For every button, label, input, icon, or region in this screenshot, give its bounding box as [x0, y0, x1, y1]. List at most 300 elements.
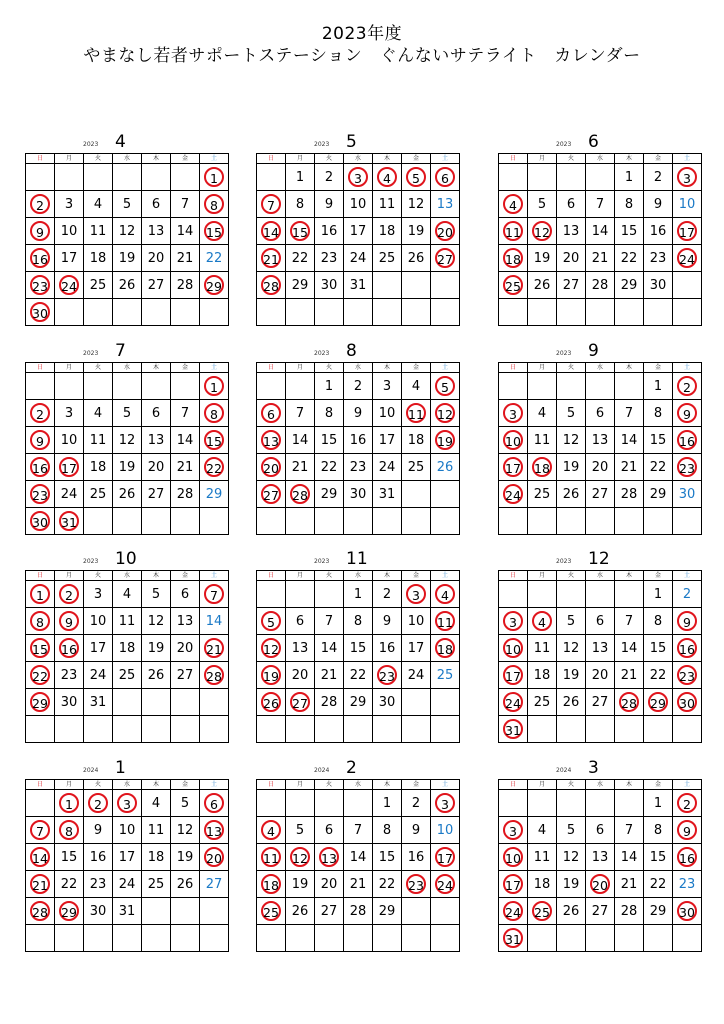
- weekday-header: 日: [26, 571, 55, 581]
- day-number: 22: [60, 876, 78, 892]
- day-cell: [431, 662, 460, 689]
- day-cell: [55, 164, 84, 191]
- day-cell: [142, 400, 171, 427]
- day-number: 5: [122, 196, 132, 212]
- day-cell: [200, 508, 229, 535]
- weekday-header: 金: [644, 363, 673, 373]
- day-number: 27: [562, 277, 580, 293]
- day-cell: [344, 272, 373, 299]
- closed-day: 17: [59, 457, 79, 477]
- day-number: 15: [649, 640, 667, 656]
- day-number: 1: [295, 169, 305, 185]
- day-cell: [557, 689, 586, 716]
- day-cell: [84, 508, 113, 535]
- day-cell: [586, 400, 615, 427]
- day-cell: [315, 272, 344, 299]
- day-cell: [499, 164, 528, 191]
- day-cell: [200, 689, 229, 716]
- day-cell: [586, 608, 615, 635]
- day-number: 30: [378, 694, 396, 710]
- day-number: 25: [378, 250, 396, 266]
- day-number: 17: [378, 432, 396, 448]
- day-cell: [673, 581, 702, 608]
- day-cell: [55, 898, 84, 925]
- day-cell: [615, 608, 644, 635]
- day-cell: [286, 454, 315, 481]
- day-cell: [84, 689, 113, 716]
- weekday-header: 金: [644, 780, 673, 790]
- day-cell: [344, 581, 373, 608]
- day-number: 17: [407, 640, 425, 656]
- day-number: 24: [89, 667, 107, 683]
- weekday-header: 水: [586, 780, 615, 790]
- day-number: 5: [566, 405, 576, 421]
- weekday-header: 水: [113, 780, 142, 790]
- closed-day: 2: [30, 194, 50, 214]
- day-number: 18: [147, 849, 165, 865]
- day-number: 28: [349, 903, 367, 919]
- day-number: 9: [324, 196, 334, 212]
- day-cell: [673, 481, 702, 508]
- day-cell: [315, 581, 344, 608]
- weekday-header: 金: [644, 154, 673, 164]
- weekday-header: 木: [373, 154, 402, 164]
- day-cell: [402, 608, 431, 635]
- day-number: 18: [89, 459, 107, 475]
- day-cell: [431, 245, 460, 272]
- day-cell: [315, 608, 344, 635]
- day-cell: [55, 689, 84, 716]
- day-cell: [84, 218, 113, 245]
- day-cell: [615, 716, 644, 743]
- day-cell: [113, 427, 142, 454]
- day-cell: [373, 508, 402, 535]
- day-cell: [257, 427, 286, 454]
- day-cell: [315, 898, 344, 925]
- day-number: 11: [378, 196, 396, 212]
- day-cell: [528, 608, 557, 635]
- closed-day: 14: [30, 847, 50, 867]
- day-cell: [84, 898, 113, 925]
- day-cell: [402, 925, 431, 952]
- day-number: 15: [60, 849, 78, 865]
- day-number: 17: [60, 250, 78, 266]
- day-cell: [200, 373, 229, 400]
- day-cell: [344, 716, 373, 743]
- closed-day: 27: [261, 484, 281, 504]
- day-cell: [615, 427, 644, 454]
- day-cell: [431, 817, 460, 844]
- closed-day: 23: [406, 874, 426, 894]
- day-cell: [499, 871, 528, 898]
- day-cell: [644, 481, 673, 508]
- weekday-header: 火: [315, 154, 344, 164]
- day-cell: [615, 218, 644, 245]
- day-number: 11: [533, 432, 551, 448]
- day-number: 7: [180, 196, 190, 212]
- day-cell: [200, 790, 229, 817]
- day-cell: [315, 925, 344, 952]
- day-cell: [615, 790, 644, 817]
- closed-day: 20: [435, 221, 455, 241]
- closed-day: 17: [503, 874, 523, 894]
- day-number: 24: [349, 250, 367, 266]
- day-cell: [171, 898, 200, 925]
- day-cell: [673, 299, 702, 326]
- closed-day: 3: [503, 611, 523, 631]
- day-cell: [344, 481, 373, 508]
- day-number: 26: [176, 876, 194, 892]
- day-cell: [142, 581, 171, 608]
- day-number: 19: [118, 459, 136, 475]
- day-cell: [615, 508, 644, 535]
- day-number: 7: [353, 822, 363, 838]
- day-cell: [644, 817, 673, 844]
- day-number: 6: [566, 196, 576, 212]
- day-number: 8: [295, 196, 305, 212]
- day-number: 30: [649, 277, 667, 293]
- saturday-open-day: 26: [436, 459, 454, 475]
- day-cell: [373, 218, 402, 245]
- day-cell: [200, 716, 229, 743]
- closed-day: 9: [59, 611, 79, 631]
- month-number: 2: [346, 758, 357, 778]
- day-number: 5: [537, 196, 547, 212]
- day-number: 19: [407, 223, 425, 239]
- day-cell: [615, 844, 644, 871]
- day-number: 12: [562, 849, 580, 865]
- day-cell: [373, 716, 402, 743]
- day-cell: [431, 581, 460, 608]
- day-number: 14: [320, 640, 338, 656]
- day-cell: [499, 454, 528, 481]
- closed-day: 14: [261, 221, 281, 241]
- day-cell: [55, 481, 84, 508]
- closed-day: 17: [503, 665, 523, 685]
- day-number: 19: [118, 250, 136, 266]
- day-number: 15: [349, 640, 367, 656]
- month-calendar: [256, 549, 460, 743]
- day-cell: [113, 245, 142, 272]
- closed-day: 12: [290, 847, 310, 867]
- day-cell: [200, 662, 229, 689]
- weekday-header: 金: [402, 154, 431, 164]
- day-cell: [586, 272, 615, 299]
- day-cell: [171, 790, 200, 817]
- day-cell: [26, 635, 55, 662]
- day-number: 2: [411, 795, 421, 811]
- day-cell: [673, 925, 702, 952]
- weekday-header: 金: [644, 571, 673, 581]
- day-number: 11: [89, 223, 107, 239]
- day-cell: [286, 218, 315, 245]
- weekday-header: 火: [315, 780, 344, 790]
- closed-day: 11: [435, 611, 455, 631]
- day-number: 21: [176, 459, 194, 475]
- day-number: 9: [353, 405, 363, 421]
- month-table: [25, 570, 229, 743]
- day-cell: [586, 635, 615, 662]
- day-cell: [557, 272, 586, 299]
- day-number: 27: [320, 903, 338, 919]
- month-table: [256, 570, 460, 743]
- day-number: 9: [382, 613, 392, 629]
- weekday-header: 火: [315, 363, 344, 373]
- closed-day: 10: [503, 430, 523, 450]
- day-cell: [344, 400, 373, 427]
- day-number: 6: [324, 822, 334, 838]
- closed-day: 4: [261, 820, 281, 840]
- day-number: 28: [620, 903, 638, 919]
- day-cell: [557, 191, 586, 218]
- day-number: 27: [147, 486, 165, 502]
- closed-day: 23: [677, 665, 697, 685]
- day-number: 26: [562, 903, 580, 919]
- day-cell: [171, 581, 200, 608]
- day-cell: [586, 716, 615, 743]
- closed-day: 3: [406, 584, 426, 604]
- day-cell: [402, 481, 431, 508]
- closed-day: 15: [30, 638, 50, 658]
- day-cell: [286, 790, 315, 817]
- month-table: [25, 779, 229, 952]
- day-number: 14: [620, 640, 638, 656]
- day-number: 4: [93, 405, 103, 421]
- day-number: 27: [591, 694, 609, 710]
- day-cell: [431, 871, 460, 898]
- day-cell: [557, 164, 586, 191]
- day-cell: [113, 454, 142, 481]
- day-number: 4: [537, 822, 547, 838]
- closed-day: 27: [435, 248, 455, 268]
- closed-day: 8: [204, 403, 224, 423]
- day-cell: [142, 427, 171, 454]
- month-number: 11: [346, 549, 368, 569]
- day-cell: [402, 164, 431, 191]
- closed-day: 30: [30, 511, 50, 531]
- day-cell: [84, 817, 113, 844]
- weekday-header: 水: [344, 154, 373, 164]
- day-cell: [402, 635, 431, 662]
- weekday-header: 金: [171, 571, 200, 581]
- day-cell: [286, 662, 315, 689]
- day-cell: [344, 427, 373, 454]
- day-cell: [644, 299, 673, 326]
- day-cell: [586, 689, 615, 716]
- weekday-header: 日: [26, 363, 55, 373]
- weekday-header: 水: [113, 571, 142, 581]
- day-cell: [171, 481, 200, 508]
- day-cell: [586, 218, 615, 245]
- day-number: 5: [180, 795, 190, 811]
- day-cell: [586, 662, 615, 689]
- day-number: 25: [533, 694, 551, 710]
- day-number: 9: [411, 822, 421, 838]
- day-number: 6: [595, 822, 605, 838]
- day-cell: [499, 608, 528, 635]
- day-cell: [431, 272, 460, 299]
- weekday-header: 金: [402, 363, 431, 373]
- day-cell: [26, 817, 55, 844]
- closed-day: 5: [406, 167, 426, 187]
- day-cell: [528, 191, 557, 218]
- day-number: 16: [407, 849, 425, 865]
- day-cell: [528, 716, 557, 743]
- day-number: 27: [147, 277, 165, 293]
- closed-day: 31: [503, 928, 523, 948]
- day-number: 29: [649, 903, 667, 919]
- day-cell: [431, 454, 460, 481]
- weekday-header: 日: [499, 571, 528, 581]
- day-cell: [344, 844, 373, 871]
- day-cell: [142, 245, 171, 272]
- day-cell: [528, 373, 557, 400]
- day-cell: [113, 272, 142, 299]
- closed-day: 28: [290, 484, 310, 504]
- day-cell: [528, 635, 557, 662]
- month-year: 2023: [556, 141, 572, 148]
- day-cell: [402, 844, 431, 871]
- day-cell: [673, 608, 702, 635]
- day-cell: [644, 898, 673, 925]
- closed-day: 30: [30, 302, 50, 322]
- weekday-header: 火: [557, 571, 586, 581]
- day-cell: [373, 164, 402, 191]
- day-number: 31: [89, 694, 107, 710]
- day-cell: [200, 164, 229, 191]
- weekday-header: 土: [673, 363, 702, 373]
- day-cell: [26, 716, 55, 743]
- weekday-header: 火: [557, 363, 586, 373]
- day-cell: [84, 481, 113, 508]
- day-cell: [344, 508, 373, 535]
- day-cell: [171, 508, 200, 535]
- day-cell: [55, 373, 84, 400]
- weekday-header: 月: [528, 363, 557, 373]
- closed-day: 12: [435, 403, 455, 423]
- day-number: 14: [591, 223, 609, 239]
- day-cell: [200, 454, 229, 481]
- day-cell: [26, 164, 55, 191]
- day-cell: [528, 245, 557, 272]
- day-number: 2: [324, 169, 334, 185]
- closed-day: 8: [30, 611, 50, 631]
- day-number: 21: [176, 250, 194, 266]
- closed-day: 25: [503, 275, 523, 295]
- day-cell: [557, 454, 586, 481]
- closed-day: 4: [532, 611, 552, 631]
- day-number: 23: [89, 876, 107, 892]
- month-table: [498, 570, 702, 743]
- closed-day: 16: [677, 638, 697, 658]
- closed-day: 3: [435, 793, 455, 813]
- weekday-header: 月: [286, 571, 315, 581]
- day-number: 25: [118, 667, 136, 683]
- day-number: 10: [349, 196, 367, 212]
- weekday-header: 木: [373, 363, 402, 373]
- month-table: [498, 779, 702, 952]
- closed-day: 6: [204, 793, 224, 813]
- day-cell: [644, 581, 673, 608]
- day-cell: [55, 299, 84, 326]
- day-cell: [586, 508, 615, 535]
- day-cell: [373, 925, 402, 952]
- closed-day: 9: [677, 403, 697, 423]
- closed-day: 9: [677, 820, 697, 840]
- day-cell: [84, 662, 113, 689]
- day-cell: [84, 164, 113, 191]
- day-number: 7: [624, 405, 634, 421]
- day-cell: [200, 481, 229, 508]
- day-cell: [113, 299, 142, 326]
- day-cell: [315, 844, 344, 871]
- month-calendar: [25, 341, 229, 535]
- day-cell: [200, 400, 229, 427]
- day-cell: [373, 400, 402, 427]
- weekday-header: 木: [142, 363, 171, 373]
- day-cell: [286, 925, 315, 952]
- day-number: 22: [291, 250, 309, 266]
- day-cell: [55, 844, 84, 871]
- day-cell: [431, 400, 460, 427]
- day-cell: [113, 925, 142, 952]
- day-cell: [344, 898, 373, 925]
- day-number: 30: [349, 486, 367, 502]
- day-cell: [26, 481, 55, 508]
- day-cell: [257, 191, 286, 218]
- day-cell: [84, 191, 113, 218]
- closed-day: 24: [503, 901, 523, 921]
- day-number: 13: [591, 432, 609, 448]
- day-cell: [344, 373, 373, 400]
- day-cell: [257, 608, 286, 635]
- month-year: 2023: [314, 350, 330, 357]
- day-number: 26: [562, 486, 580, 502]
- day-cell: [26, 427, 55, 454]
- day-cell: [286, 299, 315, 326]
- day-cell: [644, 218, 673, 245]
- day-cell: [402, 662, 431, 689]
- day-number: 18: [118, 640, 136, 656]
- weekday-header: 日: [257, 780, 286, 790]
- day-cell: [644, 689, 673, 716]
- day-cell: [200, 925, 229, 952]
- day-cell: [644, 164, 673, 191]
- day-cell: [402, 871, 431, 898]
- day-number: 14: [176, 223, 194, 239]
- day-number: 20: [291, 667, 309, 683]
- day-cell: [55, 245, 84, 272]
- day-cell: [26, 373, 55, 400]
- closed-day: 6: [435, 167, 455, 187]
- day-cell: [402, 299, 431, 326]
- day-cell: [673, 844, 702, 871]
- weekday-header: 火: [84, 363, 113, 373]
- day-number: 7: [324, 613, 334, 629]
- weekday-header: 月: [286, 363, 315, 373]
- closed-day: 10: [503, 847, 523, 867]
- day-number: 21: [349, 876, 367, 892]
- day-cell: [644, 790, 673, 817]
- month-calendar: [256, 341, 460, 535]
- day-cell: [528, 844, 557, 871]
- day-cell: [499, 272, 528, 299]
- day-cell: [200, 299, 229, 326]
- closed-day: 24: [677, 248, 697, 268]
- closed-day: 19: [261, 665, 281, 685]
- day-number: 15: [620, 223, 638, 239]
- day-cell: [171, 689, 200, 716]
